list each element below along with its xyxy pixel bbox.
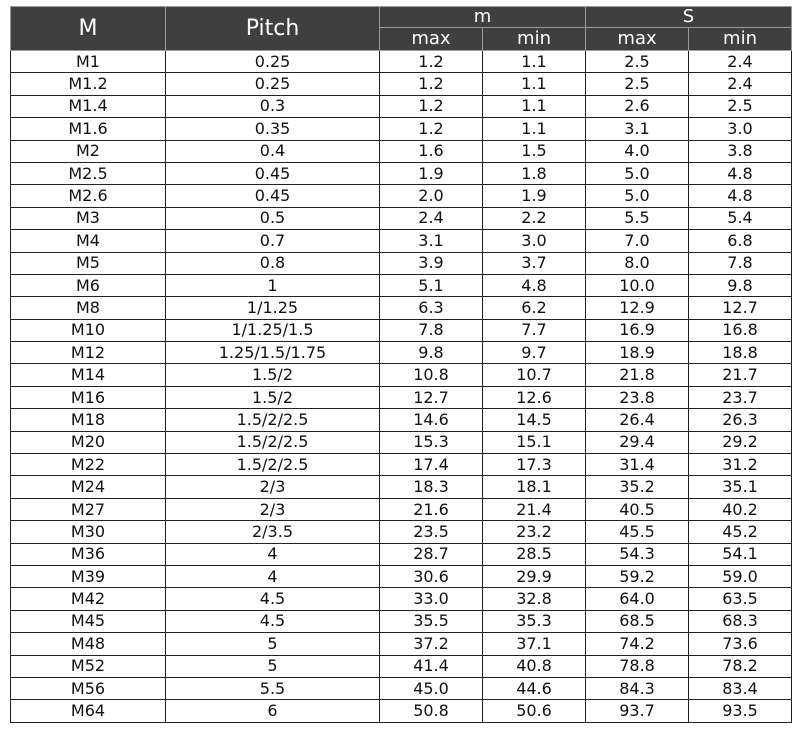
cell-m-max: 14.6 <box>380 409 483 431</box>
table-header <box>11 7 792 51</box>
cell-pitch: 0.4 <box>166 140 380 162</box>
cell-m-min: 1.1 <box>483 118 586 140</box>
cell-s-max: 7.0 <box>586 230 689 252</box>
cell-pitch: 4 <box>166 543 380 565</box>
cell-m-size: M42 <box>11 588 166 610</box>
cell-pitch: 0.45 <box>166 162 380 184</box>
table-row <box>11 207 792 229</box>
cell-pitch: 1.5/2/2.5 <box>166 454 380 476</box>
cell-m-max: 2.4 <box>380 207 483 229</box>
cell-m-size: M6 <box>11 274 166 296</box>
cell-m-size: M2.6 <box>11 185 166 207</box>
cell-s-max: 74.2 <box>586 633 689 655</box>
nut-dimensions-table <box>10 6 792 723</box>
table-body <box>11 51 792 723</box>
cell-m-min: 3.7 <box>483 252 586 274</box>
cell-m-max: 9.8 <box>380 342 483 364</box>
cell-s-min: 16.8 <box>689 319 792 341</box>
table-row <box>11 274 792 296</box>
cell-s-min: 31.2 <box>689 454 792 476</box>
cell-m-min: 1.1 <box>483 73 586 95</box>
cell-pitch: 1 <box>166 274 380 296</box>
table-row <box>11 252 792 274</box>
cell-s-max: 93.7 <box>586 700 689 722</box>
cell-s-min: 78.2 <box>689 655 792 677</box>
cell-m-max: 21.6 <box>380 498 483 520</box>
cell-s-min: 29.2 <box>689 431 792 453</box>
cell-s-max: 21.8 <box>586 364 689 386</box>
cell-m-min: 1.8 <box>483 162 586 184</box>
cell-s-min: 93.5 <box>689 700 792 722</box>
cell-pitch: 4.5 <box>166 588 380 610</box>
cell-s-max: 2.6 <box>586 95 689 117</box>
cell-s-max: 23.8 <box>586 386 689 408</box>
table-row <box>11 409 792 431</box>
cell-m-max: 41.4 <box>380 655 483 677</box>
cell-s-max: 68.5 <box>586 610 689 632</box>
cell-s-min: 59.0 <box>689 565 792 587</box>
cell-m-max: 45.0 <box>380 677 483 699</box>
cell-s-max: 45.5 <box>586 521 689 543</box>
table-row <box>11 297 792 319</box>
table-row <box>11 610 792 632</box>
cell-m-size: M56 <box>11 677 166 699</box>
cell-m-min: 37.1 <box>483 633 586 655</box>
cell-s-max: 5.0 <box>586 185 689 207</box>
cell-pitch: 0.7 <box>166 230 380 252</box>
cell-pitch: 1.5/2 <box>166 386 380 408</box>
cell-s-min: 4.8 <box>689 162 792 184</box>
cell-m-size: M27 <box>11 498 166 520</box>
cell-m-min: 2.2 <box>483 207 586 229</box>
cell-m-max: 5.1 <box>380 274 483 296</box>
cell-pitch: 0.35 <box>166 118 380 140</box>
cell-s-min: 83.4 <box>689 677 792 699</box>
cell-m-min: 28.5 <box>483 543 586 565</box>
cell-m-min: 18.1 <box>483 476 586 498</box>
cell-m-size: M14 <box>11 364 166 386</box>
header-s-min: min <box>689 28 792 51</box>
cell-m-size: M1.4 <box>11 95 166 117</box>
cell-s-min: 35.1 <box>689 476 792 498</box>
cell-m-max: 1.2 <box>380 95 483 117</box>
table-row <box>11 185 792 207</box>
cell-s-max: 84.3 <box>586 677 689 699</box>
cell-s-max: 31.4 <box>586 454 689 476</box>
cell-m-max: 28.7 <box>380 543 483 565</box>
cell-pitch: 5.5 <box>166 677 380 699</box>
cell-s-min: 21.7 <box>689 364 792 386</box>
cell-pitch: 0.5 <box>166 207 380 229</box>
cell-pitch: 0.45 <box>166 185 380 207</box>
cell-s-min: 2.4 <box>689 73 792 95</box>
table-row <box>11 565 792 587</box>
cell-m-min: 6.2 <box>483 297 586 319</box>
table-row <box>11 73 792 95</box>
table-row <box>11 386 792 408</box>
header-s-group: S <box>586 7 792 28</box>
cell-m-size: M24 <box>11 476 166 498</box>
cell-s-min: 3.8 <box>689 140 792 162</box>
cell-m-min: 14.5 <box>483 409 586 431</box>
cell-m-max: 50.8 <box>380 700 483 722</box>
cell-m-size: M2.5 <box>11 162 166 184</box>
cell-m-max: 1.2 <box>380 51 483 73</box>
table-row <box>11 476 792 498</box>
cell-s-min: 18.8 <box>689 342 792 364</box>
cell-m-min: 1.1 <box>483 51 586 73</box>
cell-m-size: M30 <box>11 521 166 543</box>
cell-s-min: 6.8 <box>689 230 792 252</box>
cell-m-max: 12.7 <box>380 386 483 408</box>
cell-m-max: 1.9 <box>380 162 483 184</box>
table-row <box>11 51 792 73</box>
cell-m-max: 37.2 <box>380 633 483 655</box>
cell-m-max: 3.1 <box>380 230 483 252</box>
cell-m-size: M1.6 <box>11 118 166 140</box>
cell-pitch: 0.25 <box>166 51 380 73</box>
header-row-top <box>11 7 792 28</box>
cell-s-min: 3.0 <box>689 118 792 140</box>
cell-m-min: 1.9 <box>483 185 586 207</box>
table-row <box>11 431 792 453</box>
cell-s-max: 8.0 <box>586 252 689 274</box>
header-m-max: max <box>380 28 483 51</box>
cell-s-min: 40.2 <box>689 498 792 520</box>
table-row <box>11 677 792 699</box>
cell-m-max: 35.5 <box>380 610 483 632</box>
cell-m-min: 21.4 <box>483 498 586 520</box>
cell-pitch: 2/3 <box>166 498 380 520</box>
table-row <box>11 162 792 184</box>
header-m-group: m <box>380 7 586 28</box>
table-row <box>11 588 792 610</box>
cell-m-min: 3.0 <box>483 230 586 252</box>
cell-pitch: 0.25 <box>166 73 380 95</box>
table-row <box>11 633 792 655</box>
table-row <box>11 140 792 162</box>
cell-s-max: 5.5 <box>586 207 689 229</box>
cell-m-max: 15.3 <box>380 431 483 453</box>
table-row <box>11 655 792 677</box>
cell-m-size: M12 <box>11 342 166 364</box>
cell-pitch: 1/1.25 <box>166 297 380 319</box>
cell-s-min: 5.4 <box>689 207 792 229</box>
cell-m-min: 40.8 <box>483 655 586 677</box>
cell-s-max: 26.4 <box>586 409 689 431</box>
cell-s-max: 16.9 <box>586 319 689 341</box>
cell-pitch: 0.3 <box>166 95 380 117</box>
cell-s-min: 73.6 <box>689 633 792 655</box>
cell-m-max: 33.0 <box>380 588 483 610</box>
cell-m-min: 32.8 <box>483 588 586 610</box>
cell-m-min: 23.2 <box>483 521 586 543</box>
header-m-min: min <box>483 28 586 51</box>
cell-m-size: M52 <box>11 655 166 677</box>
cell-s-min: 68.3 <box>689 610 792 632</box>
cell-s-min: 23.7 <box>689 386 792 408</box>
cell-s-max: 54.3 <box>586 543 689 565</box>
table-row <box>11 543 792 565</box>
cell-s-max: 3.1 <box>586 118 689 140</box>
header-pitch: Pitch <box>166 7 380 51</box>
cell-m-max: 10.8 <box>380 364 483 386</box>
cell-pitch: 1.5/2/2.5 <box>166 431 380 453</box>
cell-pitch: 1.25/1.5/1.75 <box>166 342 380 364</box>
table-row <box>11 498 792 520</box>
cell-m-min: 50.6 <box>483 700 586 722</box>
cell-m-max: 18.3 <box>380 476 483 498</box>
cell-m-size: M2 <box>11 140 166 162</box>
cell-s-max: 35.2 <box>586 476 689 498</box>
cell-pitch: 1.5/2 <box>166 364 380 386</box>
cell-s-max: 12.9 <box>586 297 689 319</box>
header-m-size: M <box>11 7 166 51</box>
cell-m-size: M48 <box>11 633 166 655</box>
cell-s-min: 4.8 <box>689 185 792 207</box>
cell-m-size: M1 <box>11 51 166 73</box>
table-row <box>11 230 792 252</box>
cell-m-size: M45 <box>11 610 166 632</box>
cell-pitch: 5 <box>166 655 380 677</box>
table-row <box>11 319 792 341</box>
cell-m-max: 1.2 <box>380 73 483 95</box>
cell-m-min: 12.6 <box>483 386 586 408</box>
cell-m-size: M36 <box>11 543 166 565</box>
cell-s-min: 45.2 <box>689 521 792 543</box>
cell-s-min: 2.4 <box>689 51 792 73</box>
cell-m-min: 17.3 <box>483 454 586 476</box>
cell-m-max: 7.8 <box>380 319 483 341</box>
cell-s-max: 78.8 <box>586 655 689 677</box>
table-row <box>11 521 792 543</box>
cell-pitch: 2/3 <box>166 476 380 498</box>
cell-s-max: 64.0 <box>586 588 689 610</box>
cell-m-max: 30.6 <box>380 565 483 587</box>
cell-m-min: 7.7 <box>483 319 586 341</box>
cell-m-size: M4 <box>11 230 166 252</box>
cell-m-min: 10.7 <box>483 364 586 386</box>
table-row <box>11 700 792 722</box>
cell-m-max: 17.4 <box>380 454 483 476</box>
cell-s-max: 40.5 <box>586 498 689 520</box>
table-row <box>11 342 792 364</box>
cell-s-min: 63.5 <box>689 588 792 610</box>
cell-m-min: 44.6 <box>483 677 586 699</box>
cell-s-max: 59.2 <box>586 565 689 587</box>
cell-pitch: 0.8 <box>166 252 380 274</box>
cell-s-min: 54.1 <box>689 543 792 565</box>
cell-m-size: M64 <box>11 700 166 722</box>
cell-pitch: 4.5 <box>166 610 380 632</box>
cell-m-size: M10 <box>11 319 166 341</box>
table-row <box>11 454 792 476</box>
cell-m-max: 1.6 <box>380 140 483 162</box>
cell-s-max: 18.9 <box>586 342 689 364</box>
cell-s-max: 10.0 <box>586 274 689 296</box>
cell-s-max: 29.4 <box>586 431 689 453</box>
cell-m-size: M20 <box>11 431 166 453</box>
table-row <box>11 95 792 117</box>
table-row <box>11 118 792 140</box>
cell-m-max: 2.0 <box>380 185 483 207</box>
table-row <box>11 364 792 386</box>
cell-s-max: 2.5 <box>586 73 689 95</box>
cell-m-size: M22 <box>11 454 166 476</box>
cell-pitch: 4 <box>166 565 380 587</box>
cell-m-size: M18 <box>11 409 166 431</box>
cell-m-size: M8 <box>11 297 166 319</box>
cell-m-min: 15.1 <box>483 431 586 453</box>
cell-s-min: 7.8 <box>689 252 792 274</box>
cell-m-max: 3.9 <box>380 252 483 274</box>
cell-s-min: 9.8 <box>689 274 792 296</box>
cell-m-max: 6.3 <box>380 297 483 319</box>
cell-m-max: 23.5 <box>380 521 483 543</box>
cell-m-size: M16 <box>11 386 166 408</box>
cell-m-size: M5 <box>11 252 166 274</box>
cell-s-max: 2.5 <box>586 51 689 73</box>
cell-s-max: 5.0 <box>586 162 689 184</box>
cell-pitch: 1/1.25/1.5 <box>166 319 380 341</box>
cell-m-max: 1.2 <box>380 118 483 140</box>
cell-m-min: 1.5 <box>483 140 586 162</box>
cell-m-min: 9.7 <box>483 342 586 364</box>
cell-m-size: M1.2 <box>11 73 166 95</box>
cell-pitch: 5 <box>166 633 380 655</box>
cell-s-min: 12.7 <box>689 297 792 319</box>
cell-m-min: 4.8 <box>483 274 586 296</box>
cell-pitch: 2/3.5 <box>166 521 380 543</box>
cell-m-min: 1.1 <box>483 95 586 117</box>
header-s-max: max <box>586 28 689 51</box>
cell-s-min: 26.3 <box>689 409 792 431</box>
cell-m-size: M39 <box>11 565 166 587</box>
cell-s-min: 2.5 <box>689 95 792 117</box>
cell-m-min: 29.9 <box>483 565 586 587</box>
cell-pitch: 1.5/2/2.5 <box>166 409 380 431</box>
cell-pitch: 6 <box>166 700 380 722</box>
cell-s-max: 4.0 <box>586 140 689 162</box>
cell-m-size: M3 <box>11 207 166 229</box>
cell-m-min: 35.3 <box>483 610 586 632</box>
